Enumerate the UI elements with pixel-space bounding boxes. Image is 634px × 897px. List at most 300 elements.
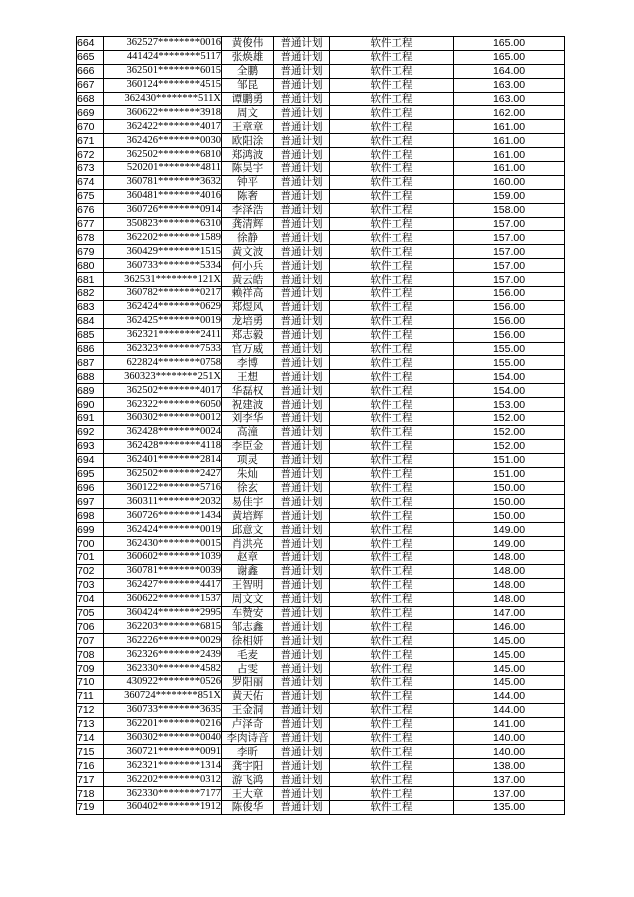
plan-type-cell: 普通计划: [274, 564, 330, 578]
score-cell: 135.00: [454, 800, 565, 814]
row-number-cell: 694: [77, 453, 104, 467]
score-cell: 148.00: [454, 592, 565, 606]
row-number-cell: 673: [77, 162, 104, 176]
table-row: [77, 328, 565, 342]
student-name-cell: 周文文: [222, 592, 274, 606]
table-row: [77, 495, 565, 509]
score-cell: 162.00: [454, 106, 565, 120]
row-number-cell: 708: [77, 648, 104, 662]
score-cell: 145.00: [454, 675, 565, 689]
student-name-cell: 王章章: [222, 120, 274, 134]
plan-type-cell: 普通计划: [274, 787, 330, 801]
id-number-cell: 441424********5117: [104, 50, 222, 64]
table-row: [77, 662, 565, 676]
major-cell: 软件工程: [330, 37, 454, 51]
id-number-cell: 362424********0629: [104, 300, 222, 314]
id-number-cell: 360781********0039: [104, 564, 222, 578]
score-cell: 148.00: [454, 578, 565, 592]
table-row: [77, 509, 565, 523]
major-cell: 软件工程: [330, 634, 454, 648]
table-row: [77, 439, 565, 453]
score-cell: 145.00: [454, 662, 565, 676]
table-row: [77, 412, 565, 426]
score-cell: 157.00: [454, 273, 565, 287]
score-cell: 160.00: [454, 175, 565, 189]
table-row: [77, 37, 565, 51]
table-row: [77, 592, 565, 606]
plan-type-cell: 普通计划: [274, 273, 330, 287]
table-row: [77, 745, 565, 759]
id-number-cell: 430922********0526: [104, 675, 222, 689]
student-name-cell: 邹昆: [222, 78, 274, 92]
plan-type-cell: 普通计划: [274, 217, 330, 231]
student-name-cell: 郑鸿波: [222, 148, 274, 162]
id-number-cell: 362501********6015: [104, 64, 222, 78]
row-number-cell: 685: [77, 328, 104, 342]
score-cell: 137.00: [454, 773, 565, 787]
row-number-cell: 709: [77, 662, 104, 676]
student-name-cell: 王大章: [222, 787, 274, 801]
table-row: [77, 787, 565, 801]
score-cell: 145.00: [454, 634, 565, 648]
table-row: [77, 731, 565, 745]
plan-type-cell: 普通计划: [274, 175, 330, 189]
row-number-cell: 717: [77, 773, 104, 787]
student-name-cell: 李昕: [222, 745, 274, 759]
score-cell: 154.00: [454, 370, 565, 384]
id-number-cell: 360302********0012: [104, 412, 222, 426]
student-name-cell: 谭鹏勇: [222, 92, 274, 106]
major-cell: 软件工程: [330, 148, 454, 162]
major-cell: 软件工程: [330, 287, 454, 301]
row-number-cell: 701: [77, 550, 104, 564]
plan-type-cell: 普通计划: [274, 675, 330, 689]
row-number-cell: 691: [77, 412, 104, 426]
score-cell: 163.00: [454, 78, 565, 92]
score-cell: 161.00: [454, 120, 565, 134]
major-cell: 软件工程: [330, 50, 454, 64]
plan-type-cell: 普通计划: [274, 245, 330, 259]
plan-type-cell: 普通计划: [274, 37, 330, 51]
table-row: [77, 189, 565, 203]
major-cell: 软件工程: [330, 550, 454, 564]
row-number-cell: 698: [77, 509, 104, 523]
student-name-cell: 郑煜风: [222, 300, 274, 314]
student-name-cell: 黄文波: [222, 245, 274, 259]
student-name-cell: 陈昊宇: [222, 162, 274, 176]
table-row: [77, 273, 565, 287]
id-number-cell: 362330********7177: [104, 787, 222, 801]
major-cell: 软件工程: [330, 273, 454, 287]
row-number-cell: 669: [77, 106, 104, 120]
id-number-cell: 362326********2439: [104, 648, 222, 662]
plan-type-cell: 普通计划: [274, 773, 330, 787]
table-row: [77, 175, 565, 189]
plan-type-cell: 普通计划: [274, 259, 330, 273]
id-number-cell: 362323********7533: [104, 342, 222, 356]
score-cell: 153.00: [454, 398, 565, 412]
student-name-cell: 徐静: [222, 231, 274, 245]
score-cell: 137.00: [454, 787, 565, 801]
plan-type-cell: 普通计划: [274, 592, 330, 606]
score-cell: 152.00: [454, 425, 565, 439]
plan-type-cell: 普通计划: [274, 120, 330, 134]
plan-type-cell: 普通计划: [274, 78, 330, 92]
plan-type-cell: 普通计划: [274, 759, 330, 773]
table-row: [77, 564, 565, 578]
row-number-cell: 712: [77, 703, 104, 717]
plan-type-cell: 普通计划: [274, 453, 330, 467]
plan-type-cell: 普通计划: [274, 106, 330, 120]
major-cell: 软件工程: [330, 217, 454, 231]
row-number-cell: 688: [77, 370, 104, 384]
id-number-cell: 362330********4582: [104, 662, 222, 676]
id-number-cell: 362430********511X: [104, 92, 222, 106]
student-name-cell: 赵章: [222, 550, 274, 564]
major-cell: 软件工程: [330, 398, 454, 412]
student-name-cell: 车赞安: [222, 606, 274, 620]
table-row: [77, 217, 565, 231]
student-name-cell: 龚宇阳: [222, 759, 274, 773]
major-cell: 软件工程: [330, 689, 454, 703]
score-cell: 151.00: [454, 453, 565, 467]
major-cell: 软件工程: [330, 509, 454, 523]
score-cell: 149.00: [454, 523, 565, 537]
id-number-cell: 362424********0019: [104, 523, 222, 537]
table-row: [77, 245, 565, 259]
row-number-cell: 718: [77, 787, 104, 801]
student-name-cell: 陈奢: [222, 189, 274, 203]
score-cell: 157.00: [454, 259, 565, 273]
student-name-cell: 谢鑫: [222, 564, 274, 578]
id-number-cell: 360402********1912: [104, 800, 222, 814]
student-name-cell: 邱意文: [222, 523, 274, 537]
row-number-cell: 676: [77, 203, 104, 217]
row-number-cell: 702: [77, 564, 104, 578]
score-cell: 152.00: [454, 439, 565, 453]
id-number-cell: 360782********0217: [104, 287, 222, 301]
plan-type-cell: 普通计划: [274, 370, 330, 384]
major-cell: 软件工程: [330, 564, 454, 578]
major-cell: 软件工程: [330, 162, 454, 176]
major-cell: 软件工程: [330, 648, 454, 662]
plan-type-cell: 普通计划: [274, 703, 330, 717]
table-row: [77, 287, 565, 301]
major-cell: 软件工程: [330, 342, 454, 356]
student-name-cell: 龚清辉: [222, 217, 274, 231]
score-cell: 146.00: [454, 620, 565, 634]
plan-type-cell: 普通计划: [274, 648, 330, 662]
score-cell: 149.00: [454, 537, 565, 551]
row-number-cell: 665: [77, 50, 104, 64]
student-name-cell: 王智明: [222, 578, 274, 592]
student-name-cell: 邹志鑫: [222, 620, 274, 634]
id-number-cell: 362203********6815: [104, 620, 222, 634]
row-number-cell: 686: [77, 342, 104, 356]
major-cell: 软件工程: [330, 425, 454, 439]
major-cell: 软件工程: [330, 703, 454, 717]
score-cell: 157.00: [454, 231, 565, 245]
table-row: [77, 50, 565, 64]
plan-type-cell: 普通计划: [274, 662, 330, 676]
score-cell: 165.00: [454, 37, 565, 51]
table-row: [77, 675, 565, 689]
row-number-cell: 675: [77, 189, 104, 203]
row-number-cell: 700: [77, 537, 104, 551]
id-number-cell: 360726********0914: [104, 203, 222, 217]
id-number-cell: 362430********0015: [104, 537, 222, 551]
major-cell: 软件工程: [330, 495, 454, 509]
table-row: [77, 300, 565, 314]
score-cell: 163.00: [454, 92, 565, 106]
student-name-cell: 卢泽奇: [222, 717, 274, 731]
student-name-cell: 赖祥高: [222, 287, 274, 301]
major-cell: 软件工程: [330, 467, 454, 481]
student-name-cell: 祝建波: [222, 398, 274, 412]
row-number-cell: 678: [77, 231, 104, 245]
score-cell: 156.00: [454, 300, 565, 314]
plan-type-cell: 普通计划: [274, 162, 330, 176]
plan-type-cell: 普通计划: [274, 412, 330, 426]
table-row: [77, 453, 565, 467]
table-row: [77, 537, 565, 551]
major-cell: 软件工程: [330, 481, 454, 495]
table-row: [77, 134, 565, 148]
score-cell: 161.00: [454, 162, 565, 176]
table-row: [77, 162, 565, 176]
plan-type-cell: 普通计划: [274, 467, 330, 481]
major-cell: 软件工程: [330, 92, 454, 106]
student-name-cell: 周文: [222, 106, 274, 120]
major-cell: 软件工程: [330, 203, 454, 217]
id-number-cell: 360429********1515: [104, 245, 222, 259]
id-number-cell: 362425********0019: [104, 314, 222, 328]
student-name-cell: 黄云皓: [222, 273, 274, 287]
score-cell: 164.00: [454, 64, 565, 78]
major-cell: 软件工程: [330, 759, 454, 773]
score-cell: 155.00: [454, 356, 565, 370]
plan-type-cell: 普通计划: [274, 134, 330, 148]
plan-type-cell: 普通计划: [274, 64, 330, 78]
id-number-cell: 362321********2411: [104, 328, 222, 342]
id-number-cell: 360424********2995: [104, 606, 222, 620]
id-number-cell: 360481********4016: [104, 189, 222, 203]
table-row: [77, 231, 565, 245]
table-row: [77, 259, 565, 273]
score-cell: 159.00: [454, 189, 565, 203]
id-number-cell: 362428********4118: [104, 439, 222, 453]
id-number-cell: 520201********4811: [104, 162, 222, 176]
id-number-cell: 362401********2814: [104, 453, 222, 467]
row-number-cell: 695: [77, 467, 104, 481]
id-number-cell: 362502********4017: [104, 384, 222, 398]
row-number-cell: 671: [77, 134, 104, 148]
major-cell: 软件工程: [330, 300, 454, 314]
score-cell: 158.00: [454, 203, 565, 217]
id-number-cell: 360124********4515: [104, 78, 222, 92]
plan-type-cell: 普通计划: [274, 495, 330, 509]
plan-type-cell: 普通计划: [274, 578, 330, 592]
score-cell: 156.00: [454, 287, 565, 301]
row-number-cell: 682: [77, 287, 104, 301]
plan-type-cell: 普通计划: [274, 689, 330, 703]
table-row: [77, 634, 565, 648]
id-number-cell: 362427********4417: [104, 578, 222, 592]
major-cell: 软件工程: [330, 439, 454, 453]
id-number-cell: 362202********1589: [104, 231, 222, 245]
score-cell: 157.00: [454, 217, 565, 231]
score-cell: 157.00: [454, 245, 565, 259]
admission-list-table: [76, 36, 565, 815]
id-number-cell: 362428********0024: [104, 425, 222, 439]
major-cell: 软件工程: [330, 537, 454, 551]
major-cell: 软件工程: [330, 800, 454, 814]
id-number-cell: 360721********0091: [104, 745, 222, 759]
id-number-cell: 360733********5334: [104, 259, 222, 273]
id-number-cell: 360122********5716: [104, 481, 222, 495]
student-name-cell: 徐相妍: [222, 634, 274, 648]
plan-type-cell: 普通计划: [274, 745, 330, 759]
major-cell: 软件工程: [330, 64, 454, 78]
score-cell: 161.00: [454, 148, 565, 162]
student-name-cell: 欧阳涂: [222, 134, 274, 148]
major-cell: 软件工程: [330, 523, 454, 537]
student-name-cell: 王想: [222, 370, 274, 384]
table-row: [77, 550, 565, 564]
id-number-cell: 360323********251X: [104, 370, 222, 384]
id-number-cell: 362426********0030: [104, 134, 222, 148]
student-name-cell: 官万威: [222, 342, 274, 356]
row-number-cell: 692: [77, 425, 104, 439]
major-cell: 软件工程: [330, 662, 454, 676]
plan-type-cell: 普通计划: [274, 231, 330, 245]
plan-type-cell: 普通计划: [274, 634, 330, 648]
plan-type-cell: 普通计划: [274, 620, 330, 634]
row-number-cell: 664: [77, 37, 104, 51]
major-cell: 软件工程: [330, 245, 454, 259]
id-number-cell: 362226********0029: [104, 634, 222, 648]
table-row: [77, 148, 565, 162]
id-number-cell: 360622********3918: [104, 106, 222, 120]
id-number-cell: 362201********0216: [104, 717, 222, 731]
plan-type-cell: 普通计划: [274, 384, 330, 398]
id-number-cell: 360781********3632: [104, 175, 222, 189]
plan-type-cell: 普通计划: [274, 300, 330, 314]
student-name-cell: 徐玄: [222, 481, 274, 495]
student-name-cell: 王金洞: [222, 703, 274, 717]
table-row: [77, 92, 565, 106]
student-name-cell: 黄天佑: [222, 689, 274, 703]
major-cell: 软件工程: [330, 231, 454, 245]
row-number-cell: 667: [77, 78, 104, 92]
plan-type-cell: 普通计划: [274, 203, 330, 217]
student-name-cell: 毛麦: [222, 648, 274, 662]
table-row: [77, 689, 565, 703]
row-number-cell: 693: [77, 439, 104, 453]
id-number-cell: 362321********1314: [104, 759, 222, 773]
score-cell: 145.00: [454, 648, 565, 662]
major-cell: 软件工程: [330, 731, 454, 745]
id-number-cell: 360726********1434: [104, 509, 222, 523]
table-row: [77, 717, 565, 731]
score-cell: 155.00: [454, 342, 565, 356]
student-name-cell: 黄培辉: [222, 509, 274, 523]
table-row: [77, 106, 565, 120]
major-cell: 软件工程: [330, 259, 454, 273]
id-number-cell: 362322********6050: [104, 398, 222, 412]
table-row: [77, 800, 565, 814]
major-cell: 软件工程: [330, 592, 454, 606]
row-number-cell: 710: [77, 675, 104, 689]
plan-type-cell: 普通计划: [274, 92, 330, 106]
row-number-cell: 706: [77, 620, 104, 634]
student-name-cell: 龙培勇: [222, 314, 274, 328]
score-cell: 154.00: [454, 384, 565, 398]
table-body: [77, 37, 565, 815]
student-name-cell: 易佳宇: [222, 495, 274, 509]
row-number-cell: 670: [77, 120, 104, 134]
row-number-cell: 703: [77, 578, 104, 592]
table-row: [77, 356, 565, 370]
row-number-cell: 679: [77, 245, 104, 259]
plan-type-cell: 普通计划: [274, 425, 330, 439]
major-cell: 软件工程: [330, 370, 454, 384]
major-cell: 软件工程: [330, 356, 454, 370]
table-row: [77, 370, 565, 384]
major-cell: 软件工程: [330, 175, 454, 189]
plan-type-cell: 普通计划: [274, 523, 330, 537]
score-cell: 140.00: [454, 731, 565, 745]
table-row: [77, 620, 565, 634]
row-number-cell: 715: [77, 745, 104, 759]
row-number-cell: 699: [77, 523, 104, 537]
row-number-cell: 704: [77, 592, 104, 606]
row-number-cell: 711: [77, 689, 104, 703]
id-number-cell: 362502********2427: [104, 467, 222, 481]
table-row: [77, 314, 565, 328]
major-cell: 软件工程: [330, 453, 454, 467]
table-row: [77, 773, 565, 787]
row-number-cell: 707: [77, 634, 104, 648]
table-row: [77, 384, 565, 398]
id-number-cell: 362531********121X: [104, 273, 222, 287]
student-name-cell: 李肉诗音: [222, 731, 274, 745]
plan-type-cell: 普通计划: [274, 550, 330, 564]
score-cell: 148.00: [454, 550, 565, 564]
major-cell: 软件工程: [330, 578, 454, 592]
row-number-cell: 714: [77, 731, 104, 745]
major-cell: 软件工程: [330, 606, 454, 620]
major-cell: 软件工程: [330, 384, 454, 398]
major-cell: 软件工程: [330, 120, 454, 134]
major-cell: 软件工程: [330, 787, 454, 801]
student-name-cell: 占雯: [222, 662, 274, 676]
id-number-cell: 362502********6810: [104, 148, 222, 162]
table-row: [77, 648, 565, 662]
table-row: [77, 759, 565, 773]
id-number-cell: 360733********3635: [104, 703, 222, 717]
row-number-cell: 677: [77, 217, 104, 231]
major-cell: 软件工程: [330, 106, 454, 120]
score-cell: 152.00: [454, 412, 565, 426]
score-cell: 138.00: [454, 759, 565, 773]
row-number-cell: 680: [77, 259, 104, 273]
table-row: [77, 703, 565, 717]
major-cell: 软件工程: [330, 134, 454, 148]
table-row: [77, 578, 565, 592]
row-number-cell: 713: [77, 717, 104, 731]
row-number-cell: 684: [77, 314, 104, 328]
